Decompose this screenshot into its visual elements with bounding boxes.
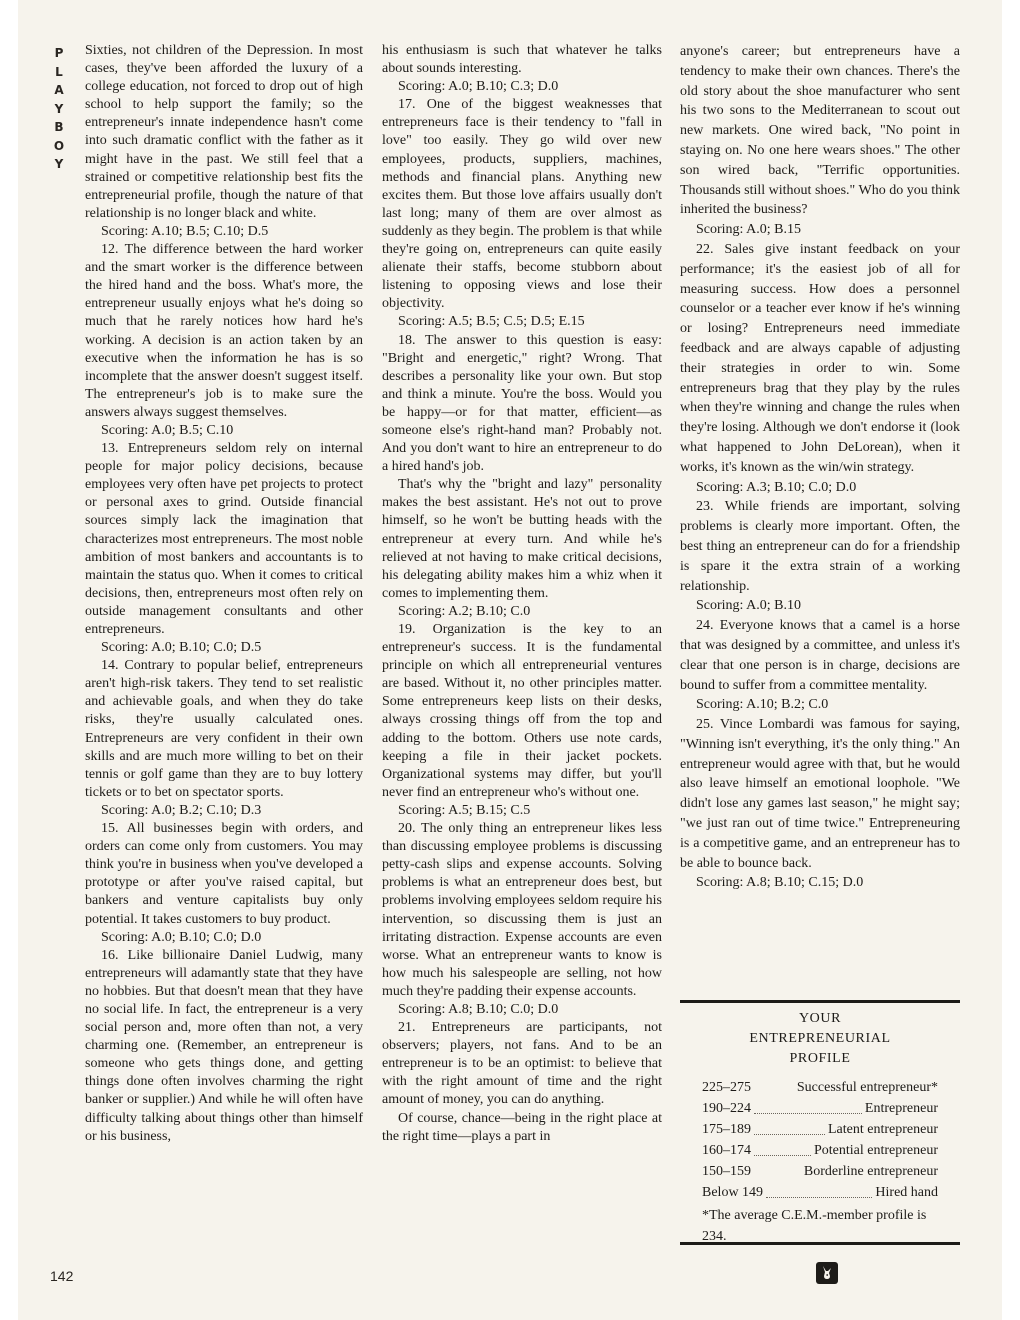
scoring-line: Scoring: A.0; B.15	[696, 222, 802, 238]
profile-label: Successful entrepreneur*	[796, 1080, 938, 1095]
body-paragraph: 12. The difference between the hard worker and the smart worker is the difference between the hired hand and the boss. What's more, the entrepreneur usually enjoys what he's doing so much that he rarely notices how hard he's working. A decision is an action taken by an executive when the information he has is so incomplete that the answer doesn't suggest itself. The entrepreneur's job is to make sure the answers always suggest themselves.	[85, 242, 363, 420]
profile-row	[680, 1119, 960, 1140]
leader-dots	[754, 1140, 811, 1156]
scoring-line: Scoring: A.10; B.5; C.10; D.5	[101, 223, 269, 239]
masthead-letter: Y	[54, 157, 64, 171]
body-paragraph: 20. The only thing an entrepreneur likes less than discussing employee problems is discussing petty-cash slips and expense accounts. Solving problems is what an entrepreneur does best, but problems involving employees seldom require his intervention, so discussing them is just an irritating distraction. Expense accounts are even worse. What an entrepreneur wants to know is how much his salespeople are selling, not how much they're padding their expense accounts.	[382, 821, 662, 999]
masthead-letter: O	[53, 138, 65, 153]
body-paragraph: 21. Entrepreneurs are participants, not observers; players, not fans. And to be an entrepreneur is to be an optimist: to believe that with the right amount of time and the right amount of money, you can do anything.	[382, 1020, 662, 1108]
profile-label: Hired hand	[875, 1185, 938, 1200]
scoring-line: Scoring: A.0; B.2; C.10; D.3	[101, 802, 262, 818]
body-paragraph: 19. Organization is the key to an entrepreneur's success. It is the fundamental principle on which all entrepreneurial ventures are based. Without it, no other principles matter. Some entrepreneurs keep lists on their desks, always crossing things off from the top and adding to the bottom. Others use note cards, keeping a file in their jacket pockets. Organizational systems may differ, but you'll never find an entrepreneur who's without one.	[382, 622, 662, 800]
profile-label: Latent entrepreneur	[828, 1122, 938, 1137]
scoring-line: Scoring: A.2; B.10; C.0	[398, 603, 531, 619]
scoring-line: Scoring: A.5; B.15; C.5	[398, 802, 531, 818]
leader-dots	[766, 1182, 872, 1198]
magazine-page	[18, 0, 1002, 1320]
scoring-line: Scoring: A.0; B.10; C.0; D.5	[101, 640, 262, 656]
body-paragraph: 24. Everyone knows that a camel is a horse that was designed by a committee, and unless it's clear that one person is in charge, decisions are bound to suffer from a committee mentality.	[680, 618, 960, 693]
score-range: 150–159	[702, 1164, 751, 1179]
body-paragraph: his enthusiasm is such that whatever he talks about sounds interesting.	[382, 43, 662, 77]
body-paragraph: That's why the "bright and lazy" personality makes the best assistant. He's not out to prove himself, so he won't be butting heads with the entrepreneur at every turn. And while he's relieved at not having to make critical decisions, his delegating ability makes him a whiz when it comes to implementing them.	[382, 477, 662, 601]
profile-title-line: YOUR	[798, 1011, 842, 1026]
body-paragraph: 18. The answer to this question is easy: "Bright and energetic," right? Wrong. That describes a personality like your own. But stop and think a minute. You're the boss. Would you be happy—or for that matter, efficient—as someone else's right-hand man? Probably not. And you don't want to hire an entrepreneur to do a hired hand's job.	[382, 332, 662, 475]
text-column-1	[85, 42, 363, 1146]
scoring-line: Scoring: A.8; B.10; C.0; D.0	[398, 1001, 559, 1017]
score-range: 225–275	[702, 1080, 751, 1095]
profile-table	[680, 1077, 960, 1203]
masthead-letter: A	[54, 83, 64, 97]
body-paragraph: 15. All businesses begin with orders, and orders can come only from customers. You may think you're in business when you've developed a prototype or after you've raised capital, but bankers and venture capitalists buy only potential. It takes customers to buy product.	[85, 821, 363, 927]
profile-row	[680, 1098, 960, 1119]
profile-row	[680, 1077, 960, 1098]
score-range: 175–189	[702, 1122, 751, 1137]
profile-title	[680, 1009, 960, 1069]
profile-title-line: PROFILE	[789, 1051, 851, 1066]
profile-footnote: *The average C.E.M.-member profile is 234.	[702, 1208, 927, 1244]
rabbit-head-glyph	[819, 1265, 835, 1281]
scoring-line: Scoring: A.8; B.10; C.15; D.0	[696, 875, 864, 891]
body-paragraph: anyone's career; but entrepreneurs have a tendency to make their own chances. There's the old story about the shoe manufacturer who sent his two sons to the Mediterranean to scout out new markets. One wired back, "No point in staying on. No one here wears shoes." The other son wired back, "Terrific opportunities. Thousands still without shoes." Who do you think inherited the business?	[680, 44, 961, 218]
body-paragraph: 17. One of the biggest weaknesses that entrepreneurs face is their tendency to "fall in love" too easily. They go wild over new employees, products, suppliers, machines, methods and financial plans. Anything new excites them. But those love affairs usually don't last long; many of them are over almost as suddenly as they begin. The problem is that while they're going on, entrepreneurs can quite easily alienate their staffs, become stubborn about listening to opposing views and lose their objectivity.	[382, 97, 662, 312]
profile-title-line: ENTREPRENEURIAL	[749, 1031, 891, 1046]
leader-dots	[754, 1098, 862, 1114]
leader-dots	[754, 1119, 825, 1135]
body-paragraph: 25. Vince Lombardi was famous for saying, "Winning isn't everything, it's the only thing." An entrepreneur would agree with that, but he would also leave himself an emotional loophole. "We didn't lose any games last season," he might say; "we just ran out of time twice." Entrepreneuring is a competitive game, and an entrepreneur has to be able to bounce back.	[680, 717, 960, 871]
masthead-letter: Y	[54, 101, 64, 116]
body-paragraph: 14. Contrary to popular belief, entrepreneurs aren't high-risk takers. They tend to set realistic and achievable goals, and when they do take risks, they're usually calculated ones. Entrepreneurs are very confident in their own skills and are much more willing to bet on their tennis or golf game than they are to buy lottery tickets or to bet on spectator sports.	[85, 658, 363, 800]
body-paragraph: 22. Sales give instant feedback on your performance; it's the easiest job of all for measuring success. How does a personnel counselor or a teacher ever know if he's winning or losing? Entrepreneurs need immediate feedback and are always capable of adjusting their strategies in order to win. Some entrepreneurs brag that they play by the rules when they're winning and change the rules when they're losing. Although we don't endorse it (look what happened to John DeLorean), when it works, it's known as the win/win strategy.	[680, 241, 960, 475]
body-paragraph: 23. While friends are important, solving problems is clearly more important. Often, the best thing an entrepreneur can do for a friendship is spare it the extra strain of a working relationship.	[680, 499, 960, 594]
score-range: 190–224	[702, 1101, 751, 1116]
leader-dots	[754, 1161, 801, 1177]
masthead-letter: L	[55, 64, 63, 79]
masthead-letter: B	[54, 120, 64, 134]
page-number: 142	[50, 1268, 74, 1284]
scoring-line: Scoring: A.3; B.10; C.0; D.0	[696, 479, 857, 495]
profile-row	[680, 1161, 960, 1182]
score-range: 160–174	[702, 1143, 751, 1158]
entrepreneurial-profile-box	[680, 1000, 960, 1245]
text-column-3	[680, 42, 960, 893]
rabbit-head-icon	[816, 1262, 838, 1284]
profile-row	[680, 1182, 960, 1203]
leader-dots	[754, 1077, 794, 1093]
scoring-line: Scoring: A.0; B.10	[696, 598, 802, 614]
score-range: Below 149	[702, 1185, 764, 1200]
profile-label: Borderline entrepreneur	[803, 1164, 938, 1179]
body-paragraph: 16. Like billionaire Daniel Ludwig, many entrepreneurs will adamantly state that they have no hobbies. But that doesn't mean that they have no social life. In fact, the entrepreneur is a very social person and, more often than not, a very charming one. (Remember, an entrepreneur is someone who gets things done, and getting things done often involves charming the right banker or supplier.) And while he will often have difficulty talking about things other than himself or his business,	[85, 947, 363, 1144]
scoring-line: Scoring: A.0; B.5; C.10	[101, 422, 234, 438]
body-paragraph: Of course, chance—being in the right place at the right time—plays a part in	[382, 1110, 662, 1144]
profile-row	[680, 1140, 960, 1161]
scoring-line: Scoring: A.0; B.10; C.0; D.0	[101, 929, 262, 945]
scoring-line: Scoring: A.5; B.5; C.5; D.5; E.15	[398, 314, 585, 330]
scoring-line: Scoring: A.10; B.2; C.0	[696, 697, 829, 713]
masthead-letter: P	[54, 46, 64, 60]
scoring-line: Scoring: A.0; B.10; C.3; D.0	[398, 79, 559, 95]
playboy-masthead	[48, 44, 70, 174]
text-column-2	[382, 42, 662, 1146]
body-paragraph: Sixties, not children of the Depression. In most cases, they've been afforded the luxury of a college education, not forced to drop out of high school to help support the family; so the entrepreneur's innate independence hasn't come into such dramatic conflict with the father as it might have in the past. We still feel that a strained or competitive relationship best fits the entrepreneurial profile, though the nature of that relationship is no longer black and white.	[85, 43, 363, 221]
body-paragraph: 13. Entrepreneurs seldom rely on internal people for major policy decisions, because employees very often have pet projects to protect or personal axes to grind. Outside financial sources simply lack the imagination that characterizes most entrepreneurs. The most noble ambition of most bankers and accountants is to maintain the status quo. When it comes to critical decisions, then, entrepreneurs most often rely on outside management consultants and other entrepreneurs.	[85, 441, 363, 637]
profile-label: Entrepreneur	[864, 1101, 938, 1116]
profile-label: Potential entrepreneur	[813, 1143, 938, 1158]
